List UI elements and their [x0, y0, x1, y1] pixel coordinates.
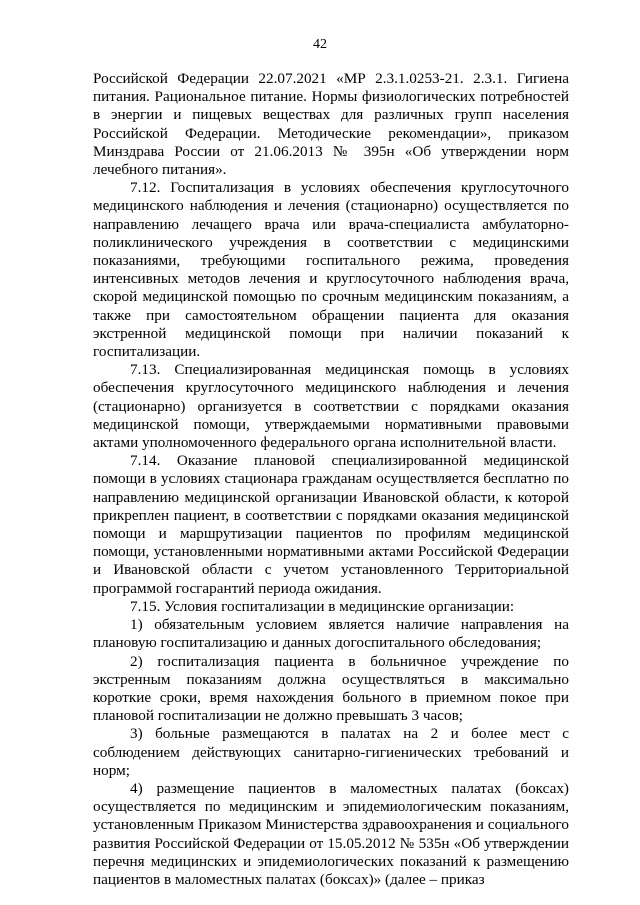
list-item-4: 4) размещение пациентов в маломестных палатах (боксах) осуществляется по медицинским и эпидемиологическим показаниям, установленным Приказом Министерства здравоохранения и социального развития Российской Федерации от 15.05.2012 № 535н «Об утверждении перечня медицинских и эпидемиологических показаний к размещению пациентов в маломестных палатах (боксах)» (далее – приказ — [93, 779, 569, 888]
list-item-2: 2) госпитализация пациента в больничное учреждение по экстренным показаниям должна осуществляться в максимально короткие сроки, время нахождения больного в приемном покое при плановой госпитализации не должно превышать 3 часов; — [93, 652, 569, 725]
paragraph-7-13: 7.13. Специализированная медицинская помощь в условиях обеспечения круглосуточного медицинского наблюдения и лечения (стационарно) организуется в соответствии с порядками оказания медицинской помощи, утверждаемыми нормативными правовыми актами уполномоченного федерального органа исполнительной власти. — [93, 361, 569, 452]
document-body — [93, 70, 569, 889]
paragraph-7-14: 7.14. Оказание плановой специализированной медицинской помощи в условиях стационара гражданам осуществляется бесплатно по направлению медицинской организации Ивановской области, к которой прикреплен пациент, в соответствии с порядками оказания медицинской помощи и маршрутизации пациентов по профилям медицинской помощи, установленными нормативными актами Российской Федерации и Ивановской области с учетом установленного Территориальной программой госгарантий периода ожидания. — [93, 452, 569, 597]
list-item-3: 3) больные размещаются в палатах на 2 и более мест с соблюдением действующих санитарно-гигиенических требований и норм; — [93, 725, 569, 779]
list-item-1: 1) обязательным условием является наличие направления на плановую госпитализацию и данных догоспитального обследования; — [93, 616, 569, 652]
page-number: 42 — [313, 37, 327, 52]
paragraph-7-12: 7.12. Госпитализация в условиях обеспечения круглосуточного медицинского наблюдения и лечения (стационарно) осуществляется по направлению лечащего врача или врача-специалиста амбулаторно-поликлинического учреждения в соответствии с медицинскими показаниями, требующими госпитального режима, проведения интенсивных методов лечения и круглосуточного наблюдения врача, скорой медицинской помощью по срочным медицинским показаниям, а также при самостоятельном обращении пациента для оказания экстренной медицинской помощи при наличии показаний к госпитализации. — [93, 179, 569, 361]
paragraph-continuation: Российской Федерации 22.07.2021 «МР 2.3.1.0253-21. 2.3.1. Гигиена питания. Рациональное питание. Нормы физиологических потребностей в энергии и пищевых веществах для различных групп населения Российской Федерации. Методические рекомендации», приказом Минздрава России от 21.06.2013 № 395н «Об утверждении норм лечебного питания». — [93, 70, 569, 179]
paragraph-7-15: 7.15. Условия госпитализации в медицинские организации: — [130, 597, 515, 615]
